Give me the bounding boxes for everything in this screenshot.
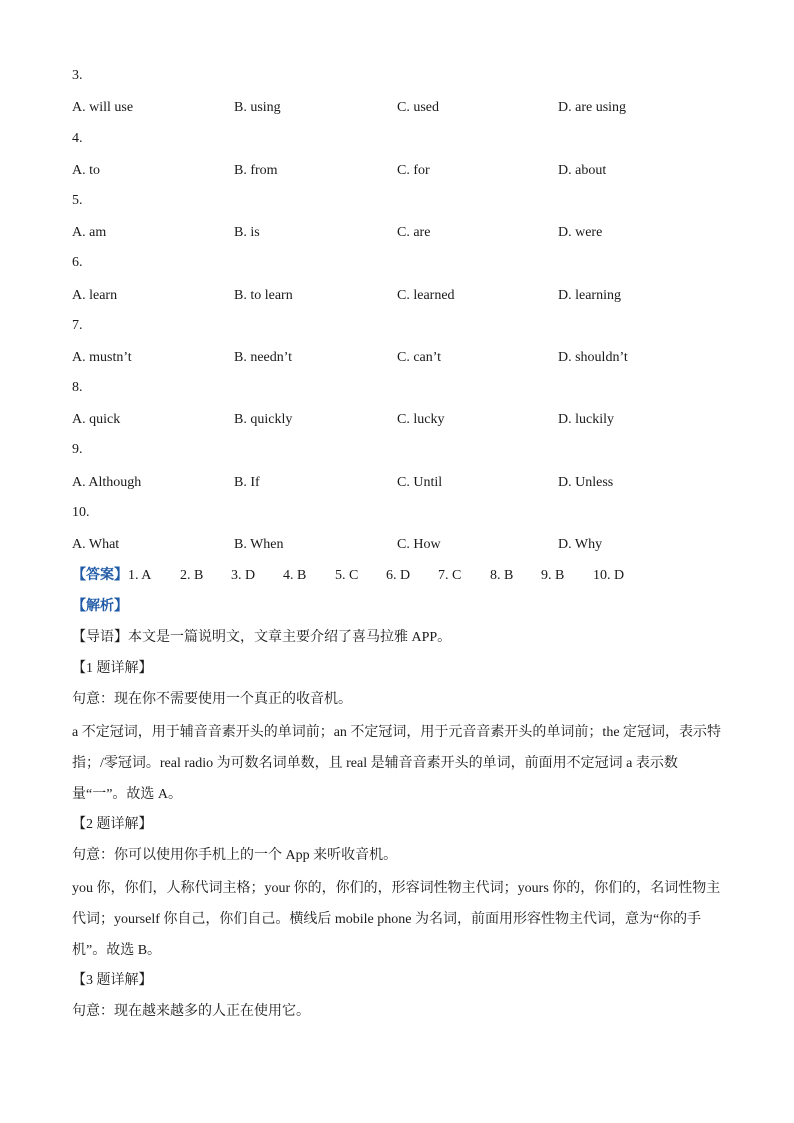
option-c: C. can’t bbox=[397, 350, 442, 365]
question-number: 6. bbox=[72, 255, 83, 270]
option-row bbox=[72, 474, 722, 492]
q2-explanation: you 你，你们，人称代词主格；your 你的，你们的，形容词性物主代词；yours 你的，你们的，名词性物主代词；yourself 你自己，你们自己。横线后 mobile phone 为名词，前面用形容性物主代词，意为“你的手机”。故选 B。 bbox=[72, 881, 721, 958]
answer-item: 2. B bbox=[180, 568, 204, 583]
question-number: 7. bbox=[72, 318, 83, 333]
question-number: 3. bbox=[72, 68, 83, 83]
option-d: D. luckily bbox=[558, 412, 614, 427]
option-a: A. Although bbox=[72, 475, 142, 490]
option-row bbox=[72, 287, 722, 305]
option-d: D. Why bbox=[558, 537, 603, 552]
option-row bbox=[72, 536, 722, 554]
option-d: D. shouldn’t bbox=[558, 350, 628, 365]
q3-meaning: 句意：现在越来越多的人正在使用它。 bbox=[72, 1004, 310, 1019]
option-b: B. is bbox=[234, 225, 260, 240]
answer-item: 8. B bbox=[490, 568, 514, 583]
answer-item: 9. B bbox=[541, 568, 565, 583]
option-row bbox=[72, 162, 722, 180]
option-row bbox=[72, 411, 722, 429]
answer-item: 4. B bbox=[283, 568, 307, 583]
analysis-label: 【解析】 bbox=[72, 599, 128, 614]
option-a: A. to bbox=[72, 163, 100, 178]
option-c: C. for bbox=[397, 163, 430, 178]
q2-meaning: 句意：你可以使用你手机上的一个 App 来听收音机。 bbox=[72, 848, 398, 863]
question-number: 5. bbox=[72, 193, 83, 208]
answer-label: 【答案】 bbox=[72, 568, 128, 583]
option-c: C. lucky bbox=[397, 412, 445, 427]
option-row bbox=[72, 349, 722, 367]
answer-item: 6. D bbox=[386, 568, 411, 583]
q2-detail-heading: 【2 题详解】 bbox=[72, 817, 153, 832]
option-c: C. How bbox=[397, 537, 441, 552]
option-d: D. learning bbox=[558, 288, 621, 303]
q1-detail-heading: 【1 题详解】 bbox=[72, 661, 153, 676]
option-c: C. are bbox=[397, 225, 431, 240]
option-c: C. Until bbox=[397, 475, 443, 490]
answer-item: 7. C bbox=[438, 568, 462, 583]
guide-text: 本文是一篇说明文，文章主要介绍了喜马拉雅 APP。 bbox=[128, 630, 452, 645]
answer-row bbox=[72, 567, 722, 585]
option-c: C. learned bbox=[397, 288, 455, 303]
option-b: B. from bbox=[234, 163, 278, 178]
option-a: A. quick bbox=[72, 412, 121, 427]
guide-paragraph bbox=[72, 628, 728, 648]
option-a: A. will use bbox=[72, 100, 134, 115]
option-a: A. am bbox=[72, 225, 107, 240]
question-number: 10. bbox=[72, 505, 90, 520]
question-number: 4. bbox=[72, 131, 83, 146]
answer-item: 3. D bbox=[231, 568, 256, 583]
option-row bbox=[72, 224, 722, 242]
option-b: B. needn’t bbox=[234, 350, 293, 365]
answer-item: 1. A bbox=[128, 568, 152, 583]
q3-detail-heading: 【3 题详解】 bbox=[72, 973, 153, 988]
q1-explanation: a 不定冠词，用于辅音音素开头的单词前；an 不定冠词，用于元音音素开头的单词前；the 定冠词，表示特指；/零冠词。real radio 为可数名词单数，且 real 是辅音音素开头的单词，前面用不定冠词 a 表示数量“一”。故选 A。 bbox=[72, 725, 722, 802]
analysis-heading bbox=[72, 597, 728, 617]
question-number: 9. bbox=[72, 442, 83, 457]
q1-meaning: 句意：现在你不需要使用一个真正的收音机。 bbox=[72, 692, 352, 707]
option-a: A. What bbox=[72, 537, 120, 552]
option-row bbox=[72, 99, 722, 117]
option-b: B. When bbox=[234, 537, 284, 552]
answer-item: 5. C bbox=[335, 568, 359, 583]
option-b: B. to learn bbox=[234, 288, 293, 303]
option-b: B. If bbox=[234, 475, 260, 490]
answer-item: 10. D bbox=[593, 568, 625, 583]
option-d: D. about bbox=[558, 163, 607, 178]
option-c: C. used bbox=[397, 100, 439, 115]
option-d: D. Unless bbox=[558, 475, 614, 490]
option-a: A. learn bbox=[72, 288, 118, 303]
option-d: D. are using bbox=[558, 100, 627, 115]
question-number: 8. bbox=[72, 380, 83, 395]
guide-label: 【导语】 bbox=[72, 630, 128, 645]
option-b: B. quickly bbox=[234, 412, 293, 427]
option-d: D. were bbox=[558, 225, 603, 240]
option-a: A. mustn’t bbox=[72, 350, 132, 365]
option-b: B. using bbox=[234, 100, 281, 115]
